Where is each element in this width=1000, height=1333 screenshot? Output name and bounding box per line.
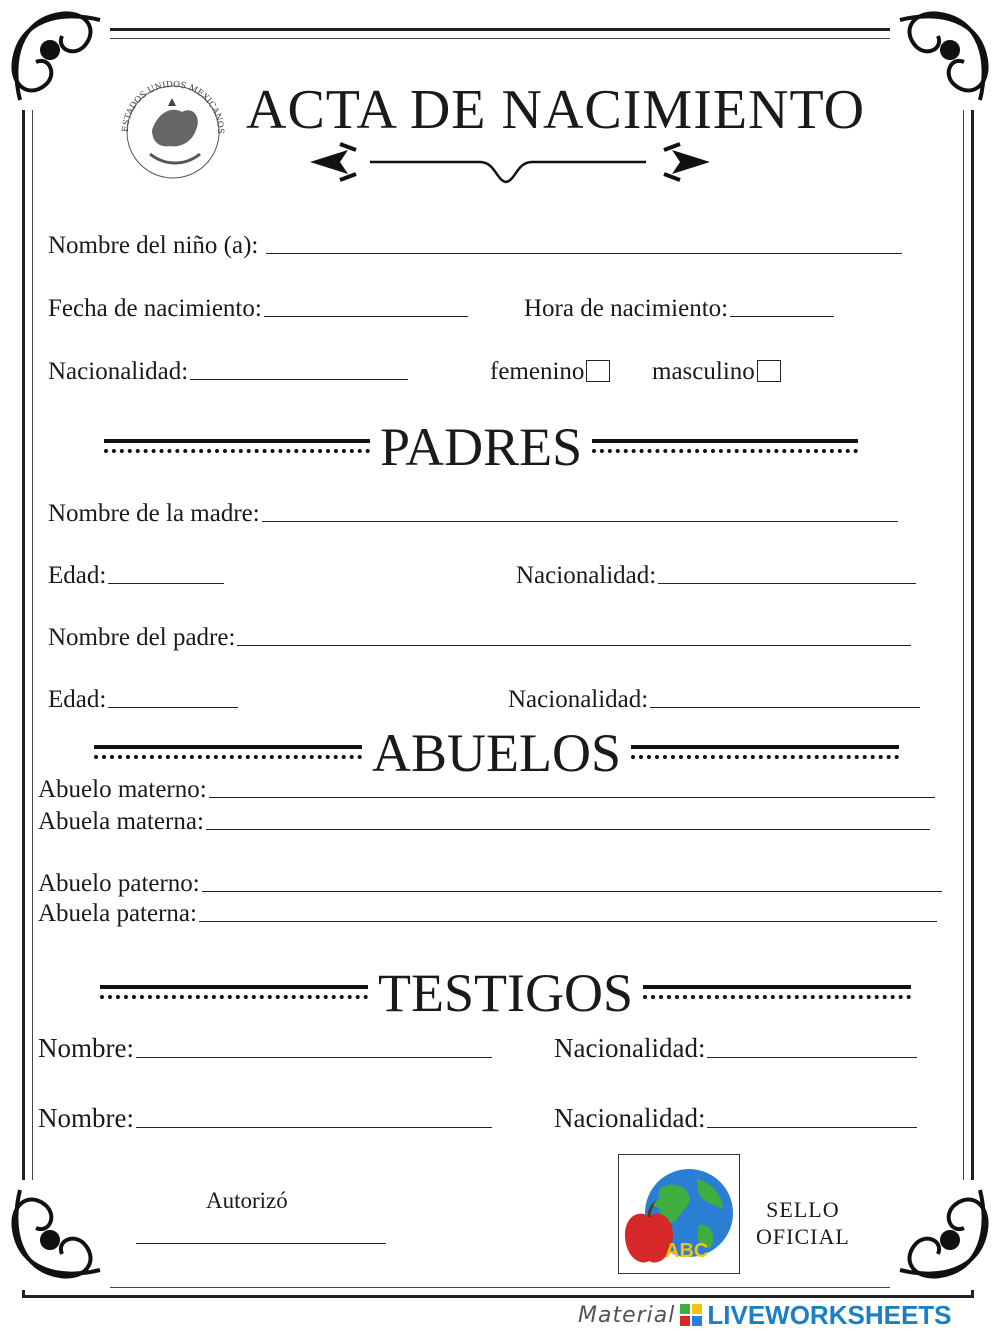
paternal-grandfather-field[interactable] bbox=[202, 890, 942, 892]
birth-date-label: Fecha de nacimiento: bbox=[48, 295, 262, 322]
testigos-heading-text: TESTIGOS bbox=[378, 963, 633, 1023]
paternal-grandmother-row bbox=[38, 900, 937, 928]
heading-divider-right bbox=[592, 436, 858, 458]
maternal-grandmother-label: Abuela materna: bbox=[38, 808, 204, 835]
maternal-grandfather-label: Abuelo materno: bbox=[38, 776, 207, 803]
authorized-label: Autorizó bbox=[206, 1188, 288, 1213]
corner-ornament-bottom-left bbox=[0, 1180, 110, 1290]
witness-2-name-row bbox=[38, 1103, 492, 1134]
father-name-label: Nombre del padre: bbox=[48, 624, 236, 651]
seal-text: ESTADOS UNIDOS MEXICANOS bbox=[120, 79, 226, 135]
child-nationality-label: Nacionalidad: bbox=[48, 358, 189, 385]
maternal-grandmother-field[interactable] bbox=[206, 828, 930, 830]
witness-1-nationality-row bbox=[554, 1033, 917, 1064]
maternal-grandmother-row bbox=[38, 808, 930, 836]
child-name-field[interactable] bbox=[266, 252, 902, 254]
father-name-field[interactable] bbox=[237, 644, 911, 646]
padres-heading-text: PADRES bbox=[380, 417, 583, 477]
abuelos-heading-text: ABUELOS bbox=[372, 723, 622, 783]
maternal-grandfather-row bbox=[38, 776, 935, 804]
section-heading-padres bbox=[104, 417, 858, 477]
father-age-label: Edad: bbox=[48, 686, 107, 713]
heading-divider-left bbox=[100, 982, 368, 1004]
mother-age-label: Edad: bbox=[48, 562, 107, 589]
male-label: masculino bbox=[652, 358, 755, 385]
signature-line[interactable] bbox=[136, 1243, 386, 1244]
female-label: femenino bbox=[490, 358, 585, 385]
child-name-row bbox=[48, 232, 902, 260]
witness-name-label: Nombre: bbox=[38, 1033, 134, 1063]
mother-nationality-row bbox=[516, 562, 916, 590]
witness-nationality-label: Nacionalidad: bbox=[554, 1033, 706, 1063]
official-stamp-label bbox=[756, 1196, 850, 1250]
apple-globe-logo bbox=[619, 1155, 739, 1273]
male-checkbox[interactable] bbox=[757, 360, 781, 382]
father-age-field[interactable] bbox=[108, 706, 238, 708]
title-flourish-ornament bbox=[300, 136, 720, 196]
watermark-handwritten-text: Material bbox=[578, 1302, 676, 1328]
paternal-grandfather-row bbox=[38, 870, 942, 898]
child-nationality-field[interactable] bbox=[190, 378, 408, 380]
witness-nationality-label: Nacionalidad: bbox=[554, 1103, 706, 1133]
mother-age-field[interactable] bbox=[108, 582, 224, 584]
birth-date-row bbox=[48, 295, 468, 323]
child-name-label: Nombre del niño (a): bbox=[48, 232, 259, 259]
document-title: ACTA DE NACIMIENTO bbox=[246, 79, 866, 141]
father-nationality-label: Nacionalidad: bbox=[508, 686, 649, 713]
witness-2-nationality-field[interactable] bbox=[707, 1126, 917, 1128]
father-name-row bbox=[48, 624, 911, 652]
mother-name-row bbox=[48, 500, 898, 528]
page-border-inner bbox=[32, 38, 964, 1288]
corner-ornament-top-left bbox=[0, 0, 110, 110]
father-age-row bbox=[48, 686, 238, 714]
witness-1-name-row bbox=[38, 1033, 492, 1064]
birth-time-row bbox=[524, 295, 834, 323]
paternal-grandmother-label: Abuela paterna: bbox=[38, 900, 197, 927]
mother-nationality-field[interactable] bbox=[658, 582, 916, 584]
witness-2-nationality-row bbox=[554, 1103, 917, 1134]
female-checkbox[interactable] bbox=[586, 360, 610, 382]
corner-ornament-bottom-right bbox=[890, 1180, 1000, 1290]
official-stamp-box bbox=[618, 1154, 740, 1274]
witness-name-label: Nombre: bbox=[38, 1103, 134, 1133]
watermark-brand-text: LIVEWORKSHEETS bbox=[707, 1299, 952, 1330]
corner-ornament-top-right bbox=[890, 0, 1000, 110]
paternal-grandmother-field[interactable] bbox=[199, 920, 937, 922]
father-nationality-row bbox=[508, 686, 920, 714]
birth-time-label: Hora de nacimiento: bbox=[524, 295, 729, 322]
stamp-logo-text: ABC bbox=[665, 1240, 709, 1262]
sex-female-option bbox=[490, 358, 610, 386]
mother-name-field[interactable] bbox=[262, 520, 898, 522]
heading-divider-right bbox=[631, 742, 899, 764]
mother-name-label: Nombre de la madre: bbox=[48, 500, 260, 527]
liveworksheets-watermark bbox=[578, 1298, 998, 1332]
birth-time-field[interactable] bbox=[730, 315, 834, 317]
mexico-coat-of-arms-seal bbox=[110, 62, 236, 180]
stamp-label-line1: SELLO bbox=[766, 1197, 840, 1222]
section-heading-abuelos bbox=[94, 723, 899, 783]
father-nationality-field[interactable] bbox=[650, 706, 920, 708]
sex-male-option bbox=[652, 358, 781, 386]
heading-divider-left bbox=[104, 436, 370, 458]
liveworksheets-logo-icon bbox=[679, 1303, 703, 1327]
mother-age-row bbox=[48, 562, 224, 590]
section-heading-testigos bbox=[100, 963, 911, 1023]
heading-divider-left bbox=[94, 742, 362, 764]
stamp-label-line2: OFICIAL bbox=[756, 1224, 850, 1249]
witness-1-name-field[interactable] bbox=[136, 1056, 492, 1058]
paternal-grandfather-label: Abuelo paterno: bbox=[38, 870, 200, 897]
child-nationality-row bbox=[48, 358, 408, 386]
mother-nationality-label: Nacionalidad: bbox=[516, 562, 657, 589]
witness-1-nationality-field[interactable] bbox=[707, 1056, 917, 1058]
birth-date-field[interactable] bbox=[264, 315, 468, 317]
witness-2-name-field[interactable] bbox=[136, 1126, 492, 1128]
maternal-grandfather-field[interactable] bbox=[209, 796, 935, 798]
heading-divider-right bbox=[643, 982, 911, 1004]
